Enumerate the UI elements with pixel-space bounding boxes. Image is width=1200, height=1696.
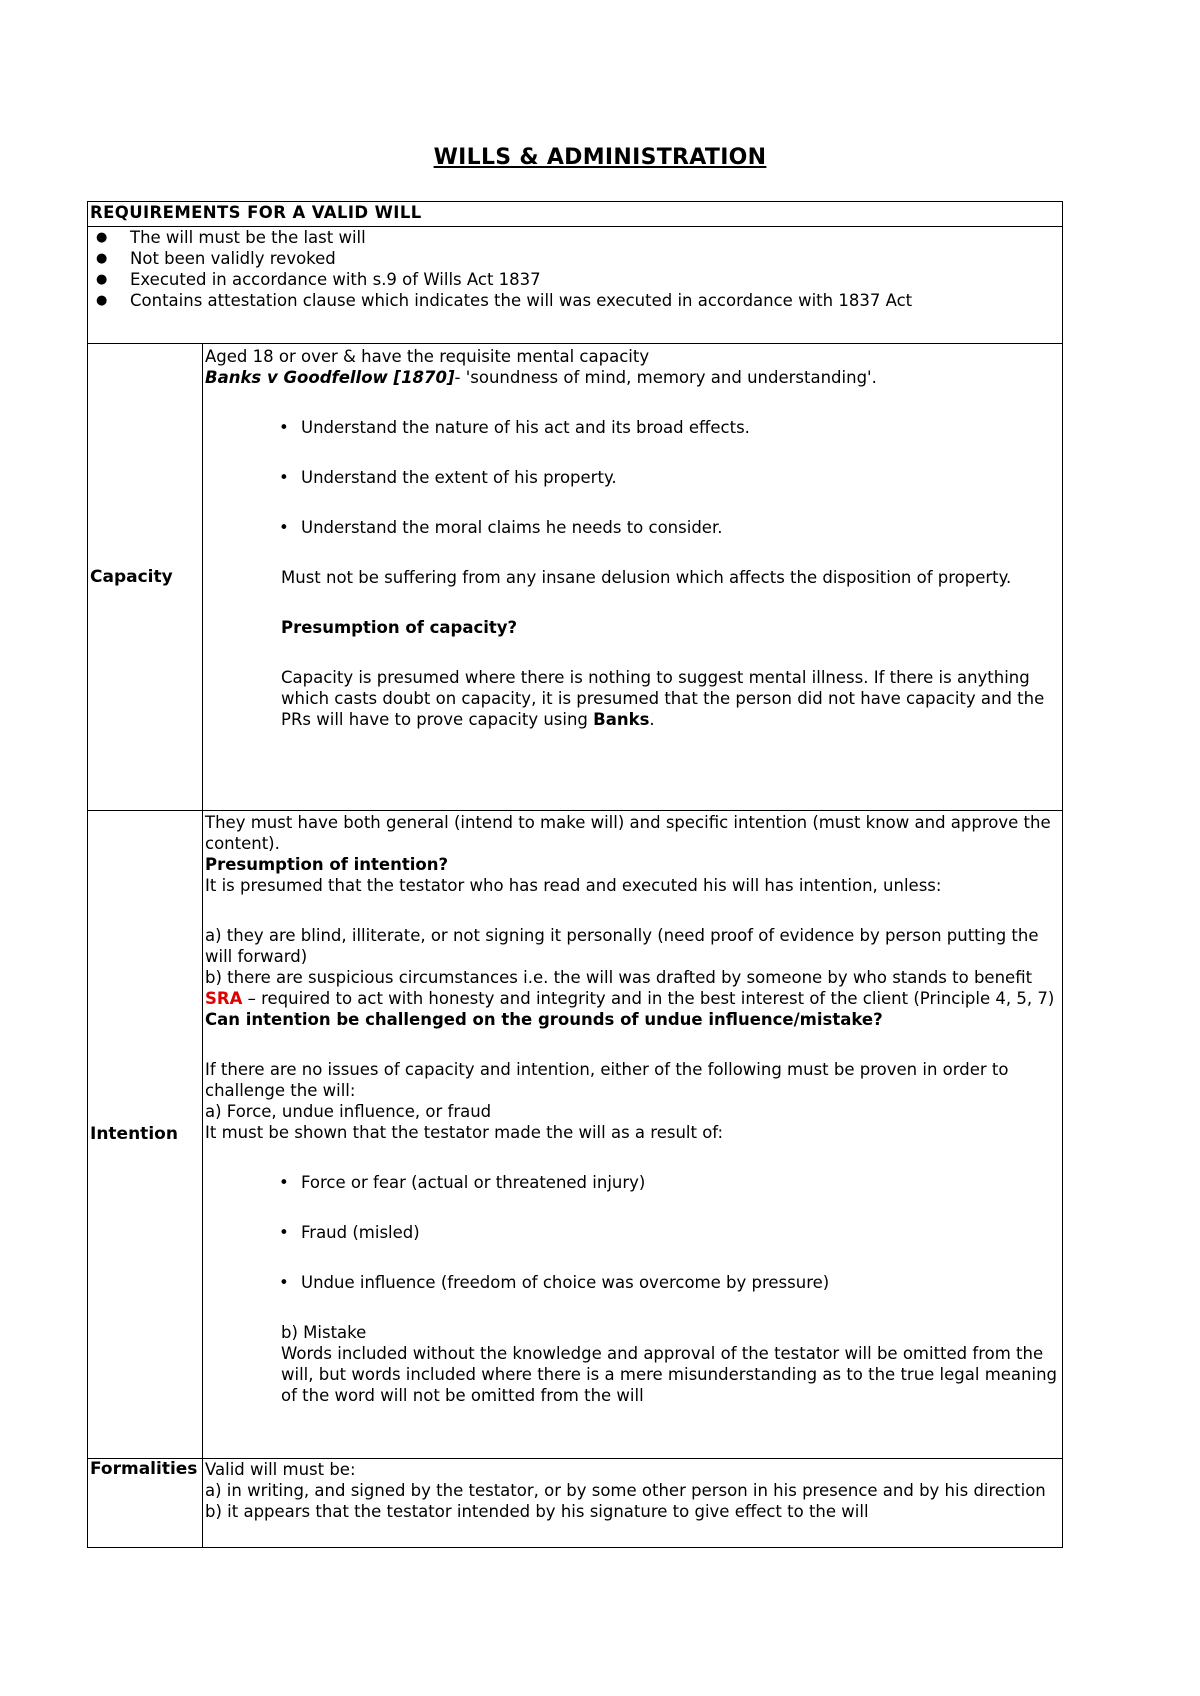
intention-presumption-heading: Presumption of intention?	[205, 855, 449, 874]
formalities-row	[88, 1459, 1063, 1548]
intention-intro: They must have both general (intend to make will) and specific intention (must know and approve the content).	[205, 813, 1051, 853]
intention-point-b: b) there are suspicious circumstances i.e. the will was drafted by someone by who stands to benefit	[205, 968, 1033, 987]
capacity-cell	[203, 344, 1063, 811]
intention-sra-line	[205, 988, 1060, 1030]
requirements-header: REQUIREMENTS FOR A VALID WILL	[88, 202, 1063, 227]
intention-cell	[203, 811, 1063, 1459]
capacity-presumption-text	[281, 667, 1060, 730]
formalities-point-a: a) in writing, and signed by the testator, or by some other person in his presence and by his direction	[205, 1481, 1046, 1500]
capacity-bullets	[205, 417, 1060, 538]
formalities-label: Formalities	[88, 1459, 203, 1548]
presumption-text: Capacity is presumed where there is nothing to suggest mental illness. If there is anything which casts doubt on capacity, it is presumed that the person did not have capacity and the PRs will have to prove capacity using	[281, 668, 1045, 729]
capacity-presumption-heading: Presumption of capacity?	[281, 618, 518, 637]
case-text: - 'soundness of mind, memory and understanding'.	[454, 368, 877, 387]
list-item: • Understand the extent of his property.	[301, 467, 1060, 488]
sra-text: – required to act with honesty and integrity and in the best interest of the client (Principle 4, 5, 7)	[242, 989, 1055, 1008]
list-item: ● Executed in accordance with s.9 of Wills Act 1837	[130, 269, 1060, 290]
list-item: • Force or fear (actual or threatened injury)	[301, 1172, 1060, 1193]
formalities-intro: Valid will must be:	[205, 1460, 356, 1479]
intention-challenge-text: If there are no issues of capacity and intention, either of the following must be proven in order to challenge the will:	[205, 1060, 1009, 1100]
list-item: ● The will must be the last will	[130, 227, 1060, 248]
capacity-delusion: Must not be suffering from any insane delusion which affects the disposition of property.	[281, 568, 1012, 587]
presumption-case: Banks	[593, 710, 650, 729]
presumption-end: .	[649, 710, 655, 729]
intention-row	[88, 811, 1063, 1459]
document-title: WILLS & ADMINISTRATION	[433, 145, 767, 170]
capacity-row	[88, 344, 1063, 811]
requirements-row	[88, 227, 1063, 344]
intention-force-heading: a) Force, undue influence, or fraud	[205, 1102, 492, 1121]
intention-mistake-text: Words included without the knowledge and approval of the testator will be omitted from the will, but words included where there is a mere misunderstanding as to the true legal meaning of the word will not be omitted from the will	[281, 1344, 1058, 1405]
intention-force-text: It must be shown that the testator made the will as a result of:	[205, 1123, 724, 1142]
intention-label: Intention	[88, 811, 203, 1459]
case-name: Banks v Goodfellow [1870]	[205, 368, 455, 387]
intention-presumption-text: It is presumed that the testator who has read and executed his will has intention, unless:	[205, 876, 942, 895]
intention-point-a: a) they are blind, illiterate, or not signing it personally (need proof of evidence by person putting the will forward)	[205, 926, 1039, 966]
list-item: • Understand the moral claims he needs to consider.	[301, 517, 1060, 538]
capacity-case-line	[205, 367, 1060, 388]
list-item: • Understand the nature of his act and its broad effects.	[301, 417, 1060, 438]
formalities-point-b: b) it appears that the testator intended by his signature to give effect to the will	[205, 1502, 869, 1521]
intention-mistake-heading: b) Mistake	[281, 1323, 367, 1342]
intention-bullets	[205, 1172, 1060, 1293]
requirements-cell	[88, 227, 1063, 344]
requirements-list	[90, 227, 1060, 311]
capacity-intro: Aged 18 or over & have the requisite mental capacity	[205, 347, 650, 366]
list-item: ● Contains attestation clause which indicates the will was executed in accordance with 1837 Act	[130, 290, 1060, 311]
list-item: • Fraud (misled)	[301, 1222, 1060, 1243]
formalities-cell	[203, 1459, 1063, 1548]
requirements-header-row	[88, 202, 1063, 227]
challenge-heading: Can intention be challenged on the grounds of undue influence/mistake?	[205, 1010, 883, 1029]
wills-table	[87, 201, 1063, 1548]
list-item: ● Not been validly revoked	[130, 248, 1060, 269]
capacity-label: Capacity	[88, 344, 203, 811]
sra-label: SRA	[205, 989, 243, 1008]
list-item: • Undue influence (freedom of choice was overcome by pressure)	[301, 1272, 1060, 1293]
